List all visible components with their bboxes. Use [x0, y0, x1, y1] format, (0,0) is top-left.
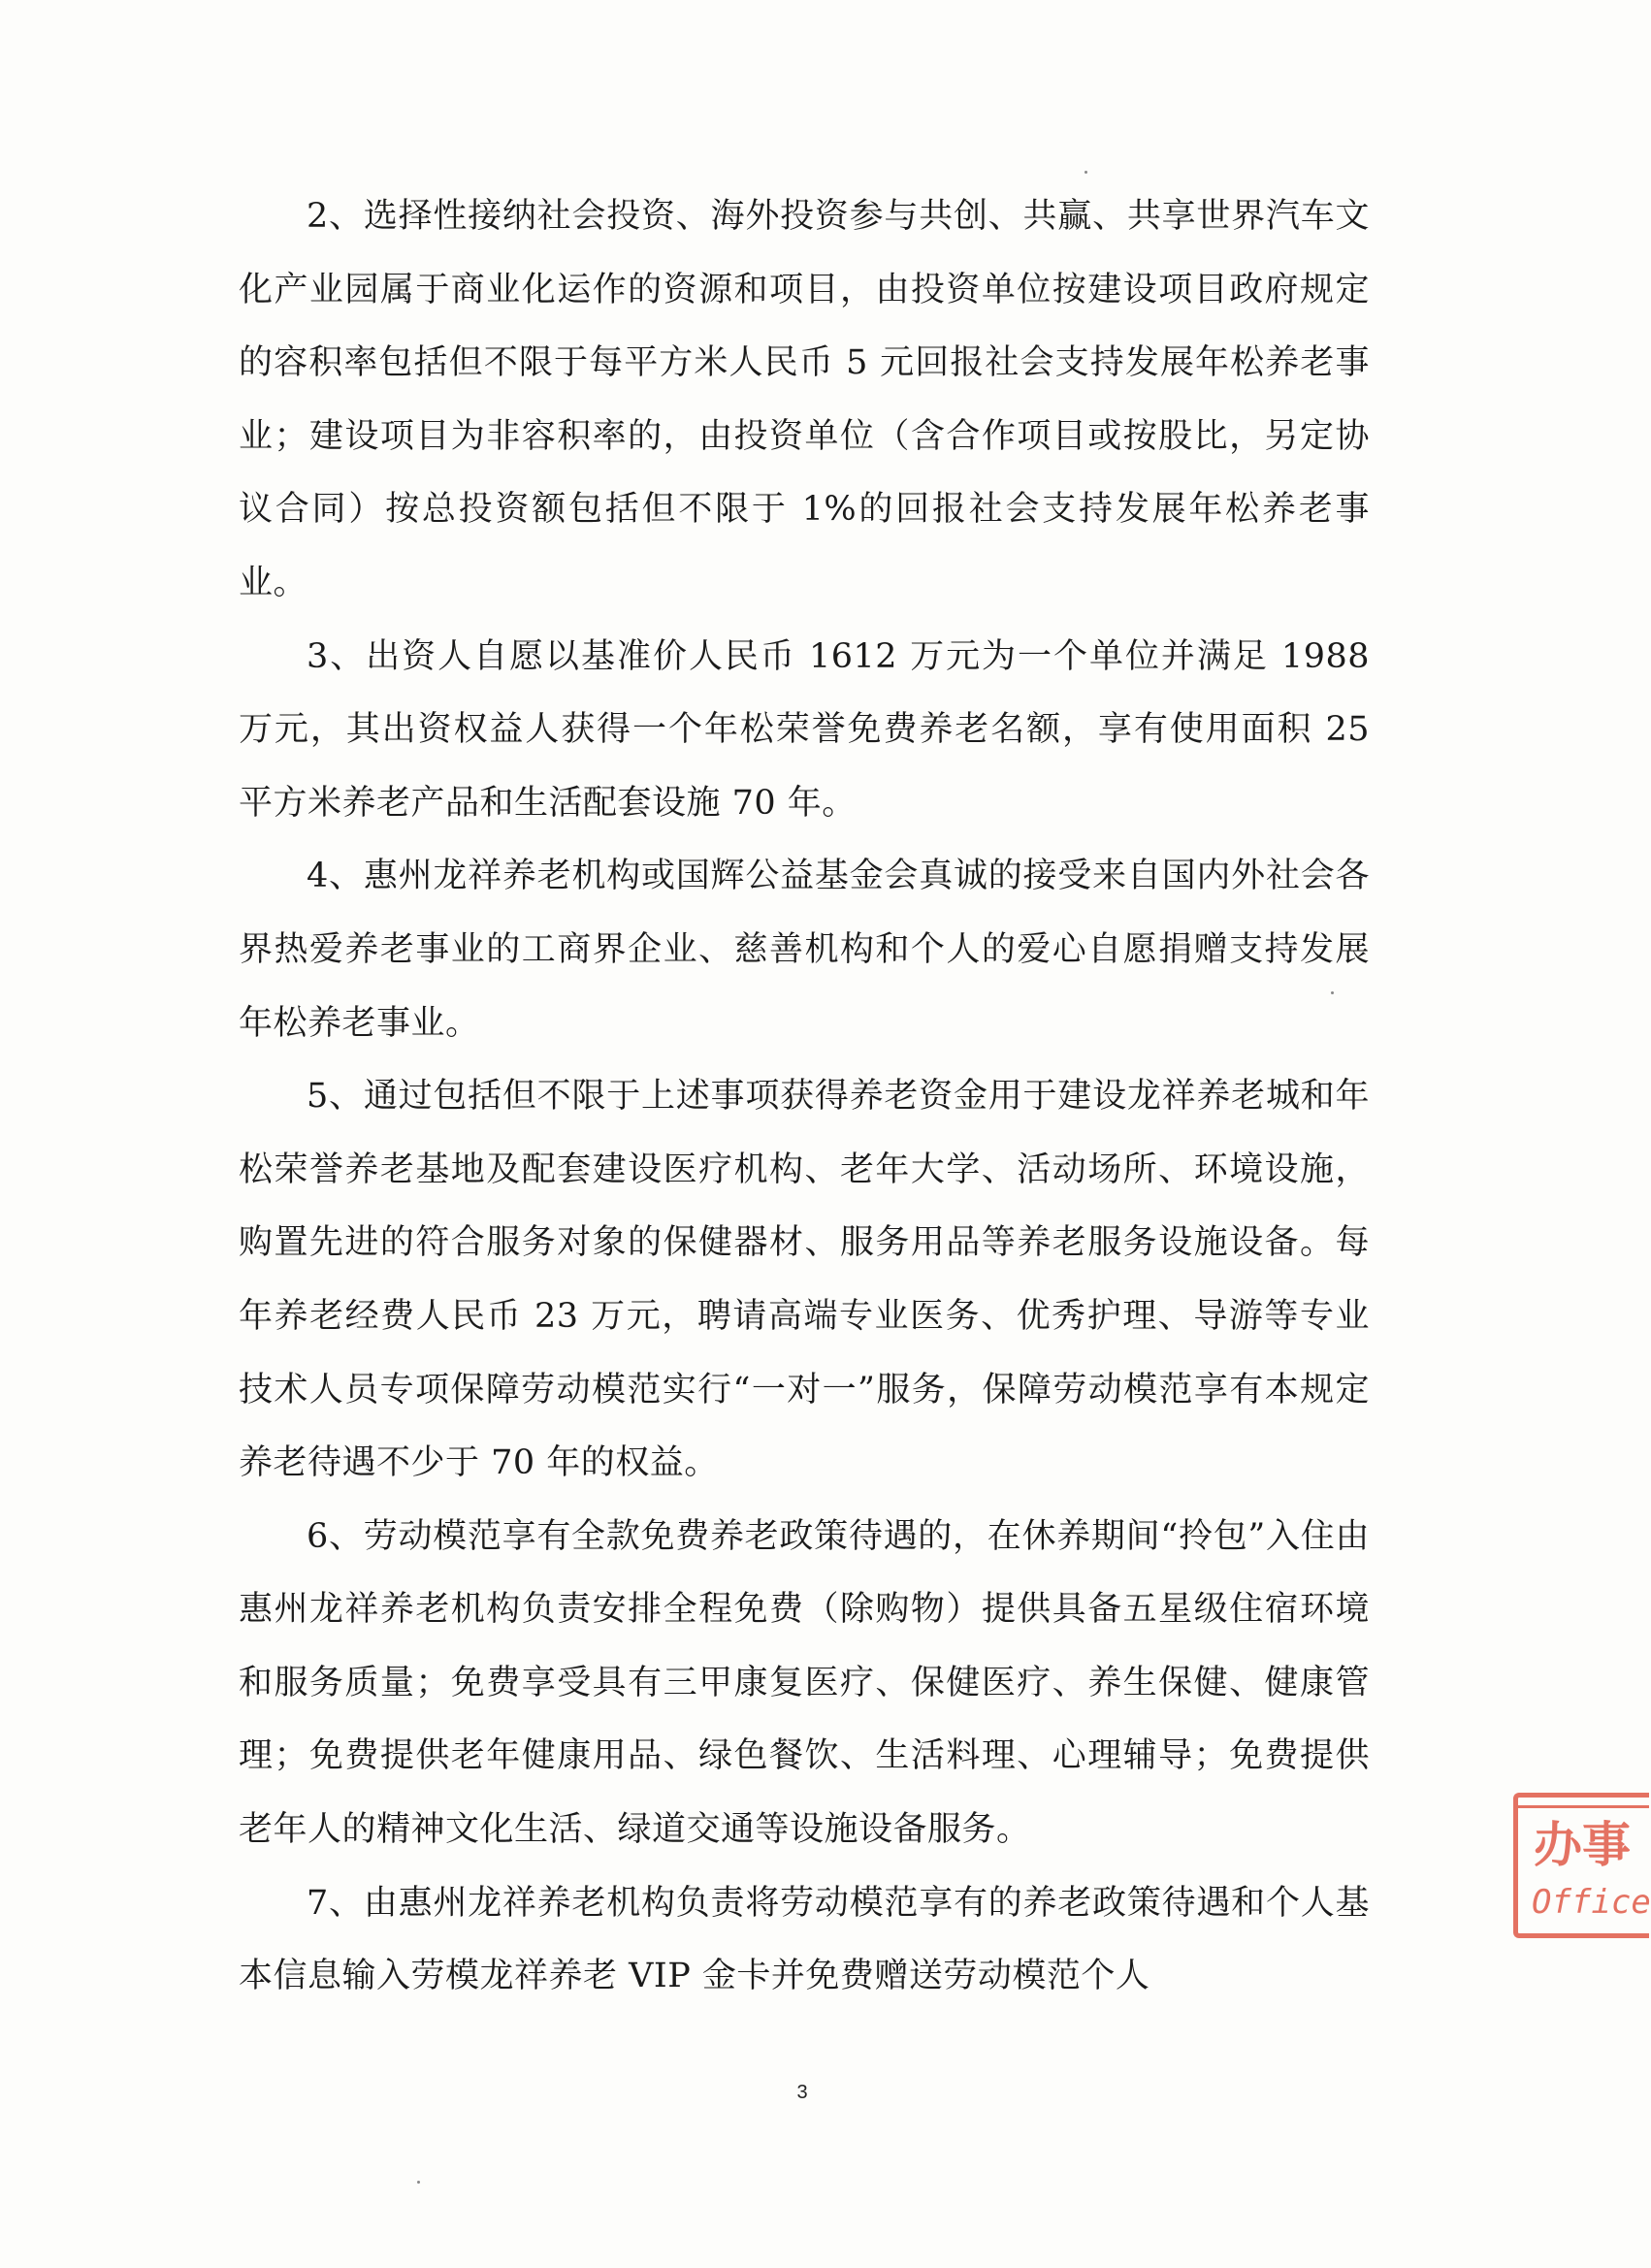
- paragraph-6: 6、劳动模范享有全款免费养老政策待遇的，在休养期间“拎包”入住由惠州龙祥养老机构负责安排全程免费（除购物）提供具备五星级住宿环境和服务质量；免费享受具有三甲康复医疗、保健医疗、养生保健、健康管理；免费提供老年健康用品、绿色餐饮、生活料理、心理辅导；免费提供老年人的精神文化生活、绿道交通等设施设备服务。: [239, 1516, 1370, 1850]
- scan-speck: [1084, 171, 1087, 174]
- paragraph-5: 5、通过包括但不限于上述事项获得养老资金用于建设龙祥养老城和年松荣誉养老基地及配套建设医疗机构、老年大学、活动场所、环境设施，购置先进的符合服务对象的保健器材、服务用品等养老服务设施设备。每年养老经费人民币 23 万元，聘请高端专业医务、优秀护理、导游等专业技术人员专项保障劳动模范实行“一对一”服务，保障劳动模范享有本规定养老待遇不少于 70 年的权益。: [239, 1077, 1370, 1483]
- paragraph-2: 2、选择性接纳社会投资、海外投资参与共创、共赢、共享世界汽车文化产业园属于商业化运作的资源和项目，由投资单位按建设项目政府规定的容积率包括但不限于每平方米人民币 5 元回报社会支持发展年松养老事业；建设项目为非容积率的，由投资单位（含合作项目或按股比，另定协议合同）按总投资额包括但不限于 1%的回报社会支持发展年松养老事业。: [239, 197, 1370, 602]
- scan-speck: [417, 2181, 420, 2184]
- seal-characters: 办事: [1534, 1817, 1631, 1873]
- seal-border-line: [1518, 1805, 1649, 1808]
- body-text: [239, 180, 1370, 2014]
- paragraph-4: 4、惠州龙祥养老机构或国辉公益基金会真诚的接受来自国内外社会各界热爱养老事业的工商界企业、慈善机构和个人的爱心自愿捐赠支持发展年松养老事业。: [239, 857, 1370, 1043]
- seal-latin-text: Office: [1532, 1883, 1651, 1922]
- paragraph-3: 3、出资人自愿以基准价人民币 1612 万元为一个单位并满足 1988 万元，其出资权益人获得一个年松荣誉免费养老名额，享有使用面积 25 平方米养老产品和生活配套设施 70 年。: [239, 636, 1370, 823]
- paragraph-7: 7、由惠州龙祥养老机构负责将劳动模范享有的养老政策待遇和个人基本信息输入劳模龙祥养老 VIP 金卡并免费赠送劳动模范个人: [239, 1883, 1370, 1996]
- scan-speck: [1331, 991, 1334, 994]
- page-number: 3: [796, 2082, 808, 2103]
- red-seal-stamp: [1513, 1793, 1649, 1938]
